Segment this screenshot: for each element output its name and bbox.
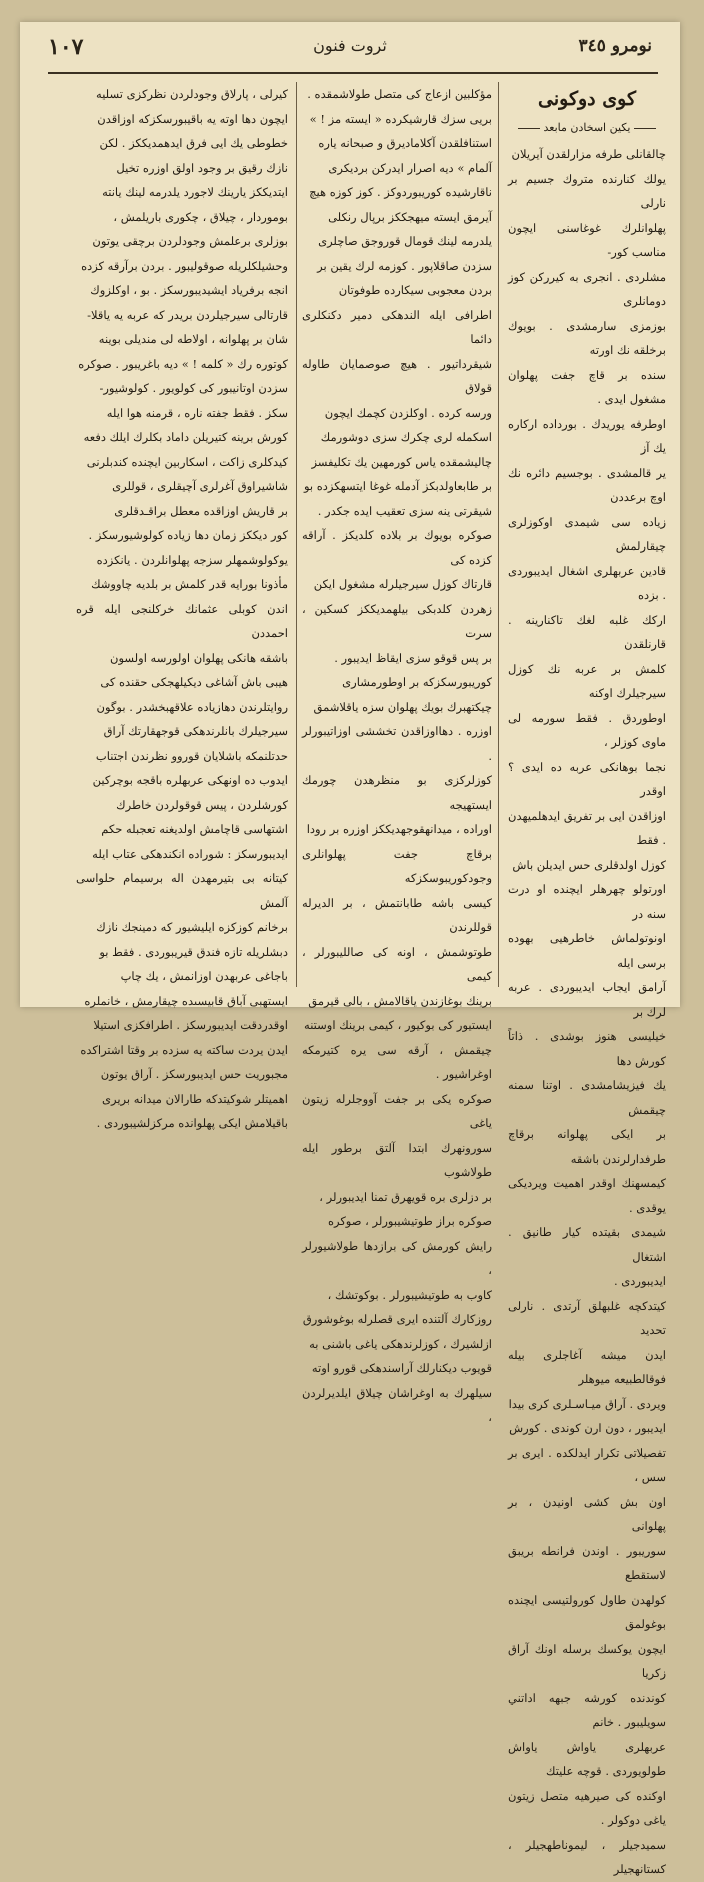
text-line: ايديبوردى .: [613, 1274, 666, 1288]
text-line: چيقمش ، آرقه سى يره كتيرمكه اوغراشيور .: [302, 1042, 492, 1081]
text-line: شيقرداتيور . هيچ صوصمايان طاوله قولاق: [302, 356, 492, 395]
text-line: بوزمزى سارمشدى . بويوك برخلقه نك اورته: [508, 318, 666, 357]
text-line: كوريبورسكزكه بر اوطورمشارى: [342, 675, 492, 689]
text-line: روزكارك آلتنده ايرى قصلرله بوغوشورق: [302, 1312, 492, 1326]
text-line: ويردى . آراق ميـاسـلرى كرى بيدا: [508, 1396, 666, 1411]
text-line: كوزل اولدقلرى حس ايديلن باش: [512, 857, 666, 872]
text-line: كيسى باشه طابانتمش ، بر الديرله قوللرندن: [302, 895, 492, 934]
column-left: [76, 82, 288, 1130]
text-line: بر قاريش اوزاقده معطل براقـدقلرى: [114, 503, 288, 518]
text-line: اهميتلر شوكيتدكه طارالان ميدانه بريرى: [101, 1091, 288, 1106]
text-line: نجما بوهانكى عربه ده ايدى ؟ اوقدر: [508, 759, 666, 798]
text-line: اونوتولماش خاطرهيى بهوده برسى ايله: [508, 931, 666, 970]
text-line: آرامق ايجاب ايديبوردى . عربه لرك بر: [508, 980, 666, 1019]
text-line: صوكره براز طوتيشيبورلر ، صوكره: [327, 1214, 492, 1228]
text-line: كيتدكچه غلبهلق آرتدى . نارلى تحديد: [508, 1298, 666, 1337]
text-line: اسكمله لرى چكرك سزى دوشورمك: [320, 430, 492, 444]
text-line: مؤكلبين ازعاج كى متصل طولاشمقده .: [307, 87, 492, 101]
text-line: ورسه كرده . اوكلزدن كچمك ايچون: [324, 405, 492, 420]
column-divider-left: [296, 82, 297, 987]
text-line: كيمسهنك اوقدر اهميت ويرديكى يوقدى .: [508, 1176, 666, 1215]
text-line: شاشيراوق آغرلرى آچيقلرى ، قوللرى: [112, 479, 288, 493]
text-line: سميدجيلر ، ليموناطهجيلر ، كستانهجيلر: [508, 1837, 666, 1876]
text-line: اوكنده كى صيرهيه متصل زيتون ياغى دوكولر .: [508, 1788, 666, 1827]
text-line: ايتديككز يارينك لاجورد يلدرمه لينك يانته: [102, 185, 288, 199]
text-line: بريى سزك قارشيكرده « ايسته مز ! »: [309, 111, 492, 126]
page-header: [20, 22, 680, 68]
text-line: سيرجيلرك بانلرندهكى قوجهقارتك آراق: [103, 724, 288, 738]
text-line: كيرلى ، پارلاق وجودلردن نظركزى تسليه: [96, 87, 288, 101]
text-line: ايستهبى آباق قابيسىده چيقارمش ، خانملره: [84, 993, 288, 1008]
text-line: كور ديككز زمان دها زياده كولوشيورسكز .: [88, 528, 288, 542]
text-line: بر طابعاولدبكز آدمله غوغا ايتسهكزده بو: [303, 479, 492, 493]
text-line: يولك كنارنده متروك جسيم بر نارلى: [508, 171, 666, 210]
text-line: كوتوره رك « كلمه ! » ديه باغريبور . صوكره: [78, 356, 288, 371]
column-middle-text: [302, 82, 492, 1430]
text-line: رايش كورمش كى برازدها طولاشيورلر ،: [302, 1238, 492, 1277]
text-line: بوموردار ، چيلاق ، چكورى باريلمش ،: [113, 209, 288, 224]
text-line: اطرافى ايله الندهكى دمير دكنكلرى دائما: [302, 307, 492, 346]
text-line: اندن كوبلى عثمانك خركلنجى ايله قره احمددن: [76, 601, 288, 640]
issue-number: نومرو ٣٤٥: [578, 36, 652, 56]
text-line: دبشلريله تازه فندق قيريبوردى . فقط بو: [99, 944, 288, 959]
column-divider-right: [498, 82, 499, 987]
text-line: استنافلقدن آكلاماديرق و صبحانه ياره: [318, 136, 492, 150]
text-line: شيقرتى ينه سزى تعقيب ايده جكدر .: [317, 503, 492, 518]
text-line: سنده بر قاچ جفت پهلوان مشغول ايدى .: [508, 367, 666, 406]
column-right-text: [508, 142, 666, 1882]
text-line: بوزلرى برعلمش وجودلردن برچقى يوتون: [92, 234, 288, 248]
text-line: سوريبور . اوندن فرانطه بريبق لاستقطع: [508, 1543, 666, 1582]
text-line: شيمدى بقيتده كيار طانيق . اشتغال: [508, 1225, 666, 1264]
text-line: كيدكلرى زاكت ، اسكاربين ايچنده كندبلرنى: [86, 454, 288, 469]
page-number: ١٠٧: [48, 34, 84, 60]
text-line: باجاغى عربهدن اوزانمش ، يك چاپ: [120, 969, 288, 983]
text-line: بر دزلرى بره قويهرق تمنا ايديبورلر ،: [319, 1189, 492, 1204]
newspaper-page: [20, 22, 680, 1876]
text-line: سزدن صاقلاپور . كوزمه لرك يقين بر: [317, 258, 492, 273]
text-line: يوكولوشمهلر سزجه پهلوانلردن . يانكزده: [96, 552, 288, 567]
text-line: شان بر پهلوانه ، اولاطه لى منديلى بوينه: [98, 332, 288, 346]
text-line: بر ايكى پهلوانه برقاچ طرفدارلرندن باشقه: [508, 1127, 666, 1166]
text-line: كورشلردن ، پيس قوقولردن خاطرك: [116, 797, 288, 812]
text-line: خيليسى هنوز بوشدى . ذاتاً كورش دها: [508, 1029, 666, 1068]
header-rule: [48, 72, 658, 74]
text-line: كلمش بر عربه نك كوزل سيرجيلرك اوكنه: [508, 661, 666, 700]
text-line: كاوب به طوتيشيبورلر . بوكوتشك ،: [327, 1287, 492, 1302]
text-line: مجبوريت حس ايديبورسكز . آراق يوتون: [100, 1067, 288, 1081]
text-line: بردن معجوبى سيكارده طوفوتان: [338, 283, 492, 297]
text-line: برخانم كوزكزه ايليشيور كه دمينجك نازك: [96, 920, 288, 934]
text-line: اشتهاسى قاچامش اولديغنه تعجبله حكم: [101, 822, 288, 836]
text-line: ايديبور ، دون ارن كوندى . كورش: [509, 1421, 666, 1435]
text-line: زهردن كلدبكى بيلهمديككز كسكين ، سرت: [302, 601, 492, 640]
text-line: آيرمق ايسته ميهجككز برپال رنكلى: [328, 209, 492, 224]
text-line: ازلشيرك ، كوزلرندهكى ياغى باشنى به: [309, 1336, 492, 1351]
text-line: سكز . فقط جفته ناره ، قرمنه هوا ايله: [106, 405, 288, 420]
text-line: چيكتهبرك بويك پهلوان سزه ياقلاشمق: [313, 699, 492, 714]
column-middle: [302, 82, 492, 1424]
text-line: صوكره بويوك بر بلاده كلديكز . آراقه كزده كى: [302, 528, 492, 567]
text-line: انجه برفرياد ايشيديبورسكز . بو ، اوكلزوك: [90, 283, 288, 297]
text-line: اوزاقدن ايى بر تفريق ايدهلميهدن . فقط: [508, 808, 666, 847]
text-line: مشلردى . انجرى به كيرركن كوز دومانلرى: [508, 269, 666, 308]
text-line: برينك بوغازندن ياقالامش ، بالى قيرمق: [308, 993, 492, 1008]
text-line: ايدوب ده اونهكى عربهلره باقجه بوچركين: [92, 773, 288, 787]
text-line: ايدن يردت ساكته يه سزده بر وقتا اشتراكده: [80, 1042, 288, 1057]
text-line: اوزره . دهااوزاقدن تخششى اوزاتيبورلر .: [302, 724, 492, 763]
text-line: اوطوردق . فقط سورمه لى ماوى كوزلر ،: [508, 710, 666, 749]
text-line: چاليشمقده ياس كورمهين يك تكليفسز: [311, 454, 492, 469]
text-line: يك فيزيشامشدى . اوتنا سمنه چيقمش: [508, 1078, 666, 1117]
journal-title: ثروت فنون: [313, 36, 387, 55]
text-line: زياده سى شيمدى اوكوزلرى چيقارلمش: [508, 514, 666, 553]
text-line: كيتانه بى بتيرمهدن اله برسيمام حلواسى آلمش: [76, 871, 288, 910]
text-line: كوزلركزى بو منظرهدن چورمك ايستهيجه: [302, 773, 492, 812]
article-subtitle: [508, 118, 666, 138]
text-line: سيلهرك به اوغراشان چيلاق ايلديرلردن ،: [302, 1385, 492, 1424]
text-line: سورونهرك ابتدا آلتق برطور ايله طولاشوب: [302, 1140, 492, 1179]
article-subtitle-text: يكين اسخادن مابعد: [543, 121, 631, 134]
text-line: پهلوانلرك غوغاسنى ايچون مناسب كور-: [508, 220, 666, 259]
text-line: كوندنده كورشه جبهه اداتني سويليبور . خانم: [508, 1690, 666, 1729]
article-title: كوى دوكونى: [538, 88, 636, 110]
text-line: مأذونا بورايه قدر كلمش بر بلديه چاووشك: [91, 577, 288, 591]
column-left-text: [76, 82, 288, 1136]
text-line: كورش برينه كتيريلن داماد بكلرك ايلك دفعه: [83, 430, 288, 444]
column-right: [508, 82, 666, 1876]
text-line: قادين عربهلرى اشغال ايديبوردى . بزده: [508, 563, 666, 602]
text-line: روايتلرندن دهازياده علاقهبخشدر . بوگون: [96, 699, 288, 714]
text-line: خطوطى يك ايى فرق ايدهمديككز . لكن: [99, 136, 288, 150]
text-line: طوتوشمش ، اونه كى صالليبورلر ، كيمى: [302, 944, 492, 983]
text-line: اوراده ، ميدانهقوجهديككز اوزره بر رودا: [306, 822, 492, 836]
text-line: وحشيلكلريله صوقوليبور . بردن برآرقه كزده: [81, 258, 288, 273]
text-line: هيبى باش آشاغى ديكيلهجكى حقنده كى: [100, 675, 288, 689]
text-line: باقيلامش ايكى پهلوانده مركزلشيبوردى .: [96, 1116, 288, 1130]
text-line: قارتاك كوزل سيرجيلرله مشغول ايكن: [313, 577, 492, 591]
text-line: اوطرفه يوريدك . بورداده اركاره يك آز: [508, 416, 666, 455]
text-line: يلدرمه لينك قومال قوروجق صاچلرى: [318, 234, 492, 248]
text-line: آلمام » ديه اصرار ايدركن برديكرى: [328, 160, 492, 175]
text-line: اون بش كشى اونيدن ، بر پهلوانى: [508, 1494, 666, 1533]
text-line: سزدن اوتانيبور كى كولويور . كولوشيور-: [99, 381, 288, 395]
text-line: اركك غلبه لغك تاكنارينه . قارنلقدن: [508, 612, 666, 651]
text-line: صوكره يكى بر جفت آووجلرله زيتون ياغى: [302, 1091, 492, 1130]
text-line: قارتالى سيرجيلردن بريدر كه عربه يه ياقلا-: [87, 307, 288, 322]
text-line: عربهلرى ياواش ياواش طولويوردى . قوچه عليتك: [508, 1739, 666, 1778]
text-line: نازك رقيق بر وجود اولق اوزره تخيل: [116, 160, 288, 175]
text-line: چالقانلى طرفه مزارلقدن آيريلان: [511, 147, 666, 161]
text-line: اورتولو چهرهلر ايچنده او درت سنه در: [508, 882, 666, 921]
text-line: حدتلنمكه باشلايان قوروو نظرندن اجتناب: [95, 748, 288, 763]
text-line: برقاچ جفت پهلوانلرى وجودكوريبوسكزكه: [302, 846, 492, 885]
text-line: كولهدن طاول كورولتيسى ايچنده بوغولمق: [508, 1592, 666, 1631]
text-line: ير قالمشدى . بوجسيم دائره نك اوچ برعددن: [508, 465, 666, 504]
text-line: ايدن ميشه آغاجلرى بيله فوقالطبيعه ميوهلر: [508, 1347, 666, 1386]
text-line: اوقدردقت ايديبورسكز . اطرافكزى استيلا: [93, 1018, 288, 1032]
text-line: ايچون دها اوته يه باقيبورسكزكه اوزاقدن: [97, 111, 288, 126]
text-line: ناقارشيده كوريبوردوكز . كوز كوزه هيچ: [309, 185, 492, 199]
text-line: ايديبورسكز : شوراده انكندهكى عتاب ايله: [92, 846, 288, 861]
text-line: باشقه هانكى پهلوان اولورسه اولسون: [110, 650, 288, 665]
text-line: قويوب ديكنارلك آراسندهكى قورو اوته: [311, 1361, 492, 1375]
text-line: ايچون يوكسك برسله اونك آراق زكريا: [508, 1641, 666, 1680]
text-line: ايستيور كى بوكيور ، كيمى برينك اوستنه: [304, 1018, 492, 1032]
text-line: تفصيلاتى تكرار ايدلكده . ايرى بر سس ،: [508, 1445, 666, 1484]
text-line: بر پس قوقو سزى ايقاظ ايديبور .: [334, 650, 492, 665]
